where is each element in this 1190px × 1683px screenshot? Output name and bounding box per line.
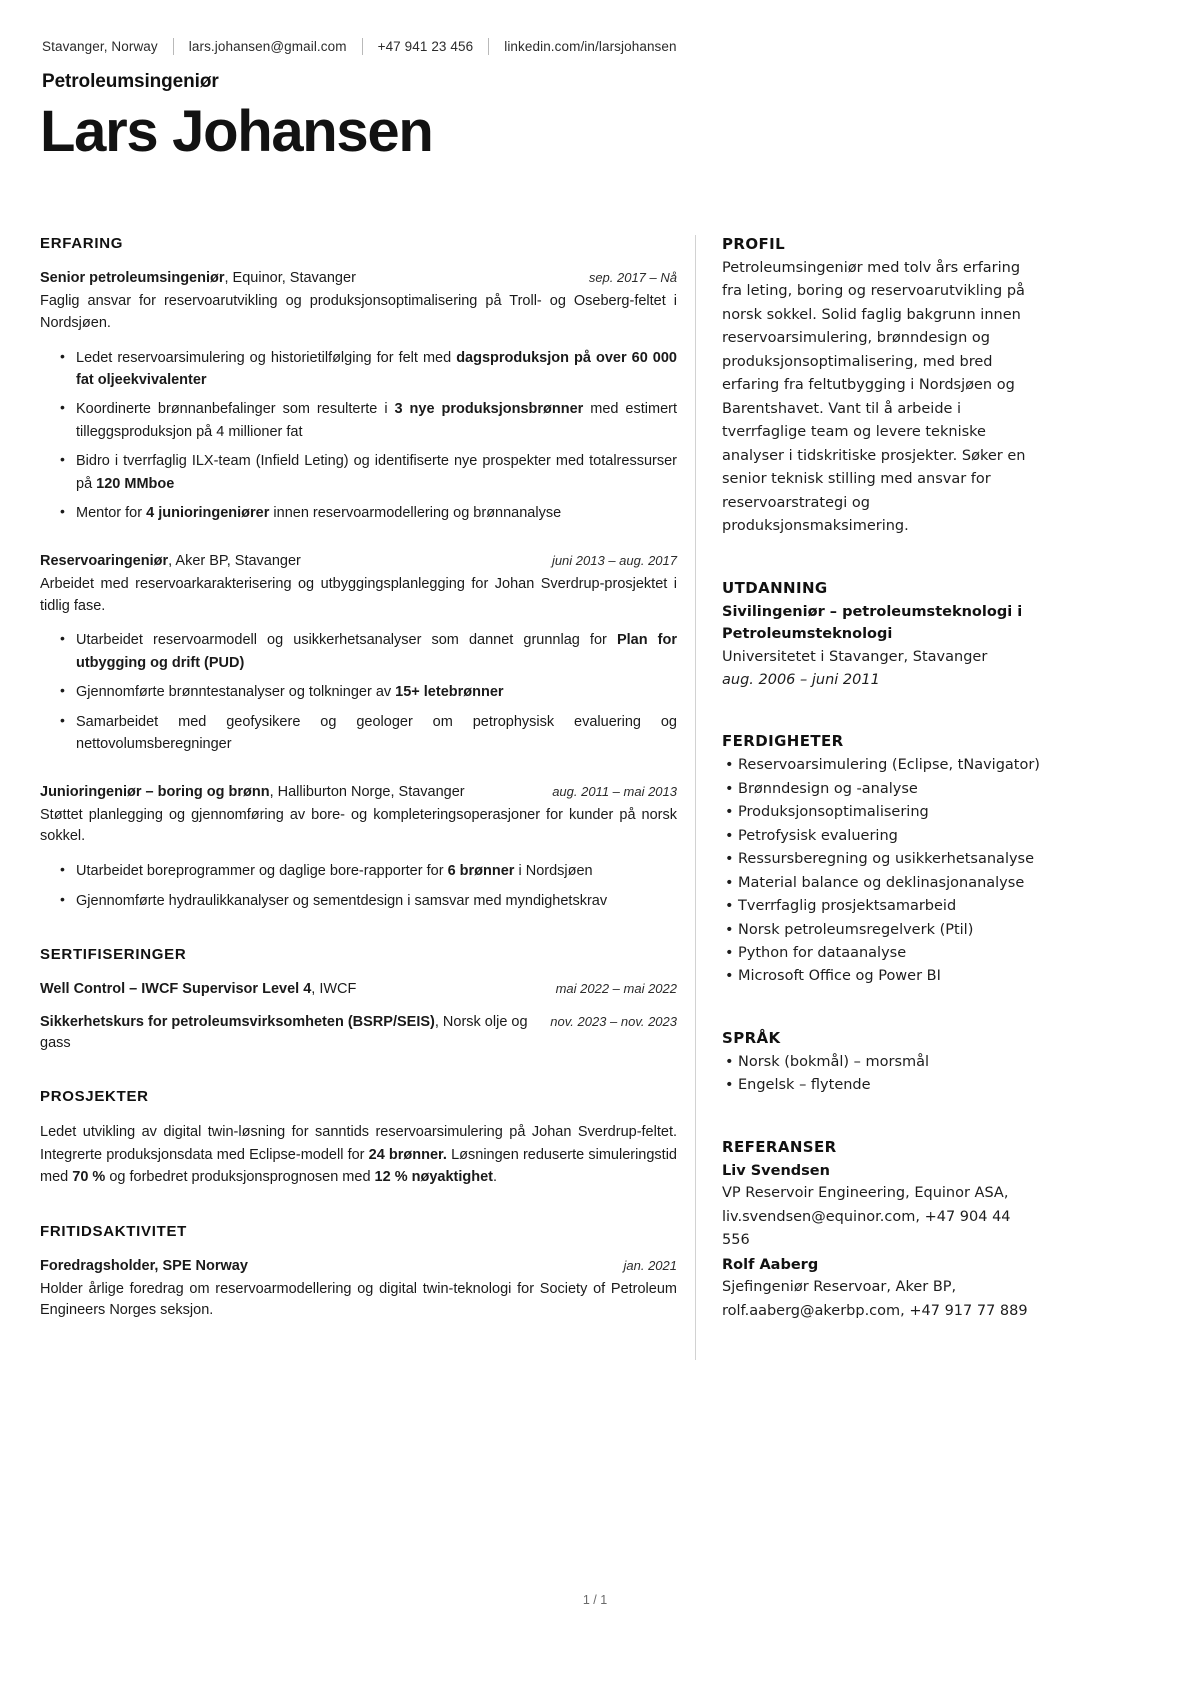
education-school: Universitetet i Stavanger, Stavanger: [722, 648, 988, 665]
job-title-line: [40, 782, 540, 803]
job-description: Støttet planlegging og gjennomføring av bore- og kompleteringsoperasjoner for kunder på norsk sokkel.: [40, 806, 677, 845]
bullet-pre: Bidro i tverrfaglig ILX-team (Infield Leting) og identifiserte nye prospekter med totalressurser på: [76, 453, 677, 492]
resume-body: [40, 235, 1150, 1360]
bullet-pre: Koordinerte brønnanbefalinger som resulterte i: [76, 401, 395, 418]
reference-entry: [722, 1160, 1042, 1252]
leisure-entry: [40, 1256, 677, 1323]
leisure-title: Foredragsholder, SPE Norway: [40, 1257, 248, 1274]
entry-header: [40, 979, 677, 1000]
languages-list: [722, 1051, 1042, 1098]
entry-header: [40, 551, 677, 572]
certification-date: mai 2022 – mai 2022: [555, 981, 677, 997]
bullet-bold: 3 nye produksjonsbrønner: [394, 401, 584, 418]
list-item: [76, 890, 677, 912]
job-date: aug. 2011 – mai 2013: [552, 783, 677, 799]
section-heading-profile: PROFIL: [722, 235, 786, 253]
job-role: Junioringeniør – boring og brønn: [40, 783, 270, 800]
project-text-part: 70 %: [72, 1169, 106, 1186]
job-description: Faglig ansvar for reservoarutvikling og produksjonsoptimalisering på Troll- og Oseberg-feltet i Nordsjøen.: [40, 293, 677, 331]
experience-entry: [40, 551, 677, 756]
job-role: Reservoaringeniør: [40, 552, 169, 569]
bullet-bold: dagsproduksjon på over 60 000 fat oljeekvivalenter: [76, 349, 677, 388]
certification-issuer: , Norsk olje og gass: [40, 1014, 528, 1052]
section-heading-education: UTDANNING: [722, 578, 828, 597]
bullet-pre: Gjennomførte hydraulikkanalyser og sementdesign i samsvar med myndighetskrav: [76, 892, 608, 909]
job-company: , Equinor, Stavanger: [224, 270, 356, 286]
project-text-part: 12 % nøyaktighet: [374, 1169, 493, 1186]
job-title-line: [40, 268, 577, 289]
list-item: [76, 629, 677, 674]
bullet-post: med estimert tilleggsproduksjon på 4 millioner fat: [76, 401, 677, 440]
profile-text: Petroleumsingeniør med tolv års erfaring fra leting, boring og reservoarutvikling på norsk sokkel. Solid faglig bakgrunn innen reservoarsimulering, brønndesign og produksjonsoptimalisering, med bred erfaring fra feltutbygging i Nordsjøen og Barentshavet. Vant til å arbeide i tverrfaglige team og levere tekniske analyser i tidskritiske prosjekter. Søker en senior teknisk stilling med ansvar for reservoarstrategi og produksjonsmaksimering.: [722, 260, 1026, 535]
project-text-part: 24 brønner.: [368, 1146, 447, 1163]
page-indicator: 1 / 1: [582, 1593, 608, 1607]
experience-entry: [40, 268, 677, 525]
list-item: [76, 450, 677, 495]
list-item: • Produksjonsoptimalisering: [738, 801, 1042, 824]
job-company: , Aker BP, Stavanger: [168, 552, 301, 569]
bullet-pre: Samarbeidet med geofysikere og geologer om petrophysisk evaluering og nettovolumsberegninger: [76, 713, 677, 753]
certification-name: Sikkerhetskurs for petroleumsvirksomheten (BSRP/SEIS): [40, 1014, 435, 1031]
education-degree: Sivilingeniør – petroleumsteknologi i Petroleumsteknologi: [722, 603, 1023, 643]
bullet-pre: Utarbeidet boreprogrammer og daglige bore-rapporter for: [76, 863, 448, 880]
list-item: • Microsoft Office og Power BI: [738, 965, 1042, 988]
list-item: [76, 502, 677, 524]
job-role: Senior petroleumsingeniør: [40, 270, 225, 286]
bullet-pre: Gjennomførte brønntestanalyser og tolkninger av: [76, 684, 396, 701]
bullet-bold: Plan for utbygging og drift (PUD): [76, 632, 677, 671]
job-company: , Halliburton Norge, Stavanger: [269, 783, 465, 800]
contact-divider: [488, 38, 489, 55]
bullet-pre: Ledet reservoarsimulering og historietilfølging for felt med: [76, 349, 457, 366]
bullet-pre: Mentor for: [76, 505, 147, 522]
entry-header: [40, 1012, 677, 1054]
reference-name: Liv Svendsen: [722, 1162, 830, 1179]
project-text-part: Ledet utvikling av digital twin-løsning for sanntids reservoarsimulering på Johan Sverdrup-feltet. Integrerte produksjonsdata med Eclipse-modell for: [40, 1124, 677, 1163]
bullet-bold: 4 junioringeniører: [146, 505, 270, 522]
reference-entry: [722, 1254, 1042, 1323]
list-item: • Tverrfaglig prosjektsamarbeid: [738, 895, 1042, 918]
certification-issuer: , IWCF: [311, 981, 357, 998]
list-item: • Material balance og deklinasjonanalyse: [738, 872, 1042, 895]
section-heading-skills: FERDIGHETER: [722, 732, 844, 751]
section-heading-leisure: FRITIDSAKTIVITET: [40, 1222, 188, 1240]
bullet-bold: 120 MMboe: [96, 475, 175, 492]
leisure-title-line: [40, 1256, 612, 1277]
bullet-bold: 15+ letebrønner: [395, 684, 504, 701]
contact-location: Stavanger, Norway: [42, 39, 158, 54]
entry-header: [40, 268, 677, 289]
project-text-part: og forbedret produksjonsprognosen med: [105, 1169, 375, 1186]
bullet-post: innen reservoarmodellering og brønnanalyse: [269, 505, 562, 522]
list-item: [76, 398, 677, 443]
list-item: • Brønndesign og -analyse: [738, 778, 1042, 801]
bullet-pre: Utarbeidet reservoarmodell og usikkerhetsanalyser som dannet grunnlag for: [76, 632, 617, 649]
list-item: [76, 681, 677, 703]
bullet-post: i Nordsjøen: [514, 863, 593, 880]
column-divider: [695, 235, 696, 1360]
section-heading-projects: PROSJEKTER: [40, 1088, 149, 1106]
list-item: • Norsk petroleumsregelverk (Ptil): [738, 919, 1042, 942]
education-date: aug. 2006 – juni 2011: [722, 671, 880, 688]
job-title-line: [40, 551, 540, 572]
section-heading-references: REFERANSER: [722, 1137, 837, 1156]
project-text-part: Løsningen reduserte simuleringstid med: [40, 1146, 678, 1186]
job-description: Arbeidet med reservoarkarakterisering og utbyggingsplanlegging for Johan Sverdrup-prosjektet i tidlig fase.: [40, 575, 677, 614]
list-item: • Petrofysisk evaluering: [738, 825, 1042, 848]
list-item: • Reservoarsimulering (Eclipse, tNavigator): [738, 754, 1042, 777]
contact-line: [40, 38, 1150, 55]
contact-email[interactable]: lars.johansen@gmail.com: [188, 39, 347, 54]
reference-contact: liv.svendsen@equinor.com, +47 904 44 556: [722, 1208, 1011, 1248]
list-item: • Engelsk – flytende: [738, 1074, 1042, 1097]
headline-job-title: Petroleumsingeniør: [42, 71, 219, 92]
reference-name: Rolf Aaberg: [722, 1256, 819, 1273]
list-item: [76, 711, 677, 756]
bullet-bold: 6 brønner: [447, 863, 515, 880]
certification-title-line: [40, 979, 544, 1000]
job-date: sep. 2017 – Nå: [588, 270, 677, 285]
reference-role: VP Reservoir Engineering, Equinor ASA,: [722, 1185, 1009, 1202]
job-date: juni 2013 – aug. 2017: [551, 552, 677, 568]
entry-header: [40, 782, 677, 803]
certification-title-line: [40, 1012, 538, 1054]
section-heading-experience: ERFARING: [40, 235, 124, 252]
list-item: • Norsk (bokmål) – morsmål: [738, 1051, 1042, 1074]
section-heading-certifications: SERTIFISERINGER: [40, 946, 187, 964]
certification-entry: [40, 979, 677, 1000]
list-item: [76, 860, 677, 882]
job-bullet-list: [40, 629, 677, 755]
project-text-part: .: [493, 1169, 498, 1186]
section-heading-languages: SPRÅK: [722, 1028, 781, 1047]
skills-list: [722, 754, 1042, 989]
contact-divider: [362, 38, 363, 55]
list-item: • Ressursberegning og usikkerhetsanalyse: [738, 848, 1042, 871]
job-bullet-list: [40, 347, 677, 525]
contact-divider: [173, 38, 174, 55]
certification-name: Well Control – IWCF Supervisor Level 4: [40, 981, 312, 998]
leisure-date: jan. 2021: [623, 1257, 677, 1273]
contact-linkedin[interactable]: linkedin.com/in/larsjohansen: [504, 39, 677, 54]
main-column: [40, 235, 695, 1340]
contact-phone[interactable]: +47 941 23 456: [377, 39, 474, 54]
list-item: [76, 347, 677, 392]
reference-contact: rolf.aaberg@akerbp.com, +47 917 77 889: [722, 1302, 1028, 1319]
project-description: [40, 1121, 677, 1188]
experience-entry: [40, 782, 677, 912]
reference-role: Sjefingeniør Reservoar, Aker BP,: [722, 1279, 957, 1296]
certification-date: nov. 2023 – nov. 2023: [550, 1014, 677, 1030]
entry-header: [40, 1256, 677, 1277]
leisure-description: Holder årlige foredrag om reservoarmodellering og digital twin-teknologi for Society of Petroleum Engineers Norges seksjon.: [40, 1280, 677, 1319]
certification-entry: [40, 1012, 677, 1054]
list-item: • Python for dataanalyse: [738, 942, 1042, 965]
sidebar-column: [722, 235, 1042, 1323]
page-title: Lars Johansen: [40, 99, 433, 164]
job-bullet-list: [40, 860, 677, 912]
